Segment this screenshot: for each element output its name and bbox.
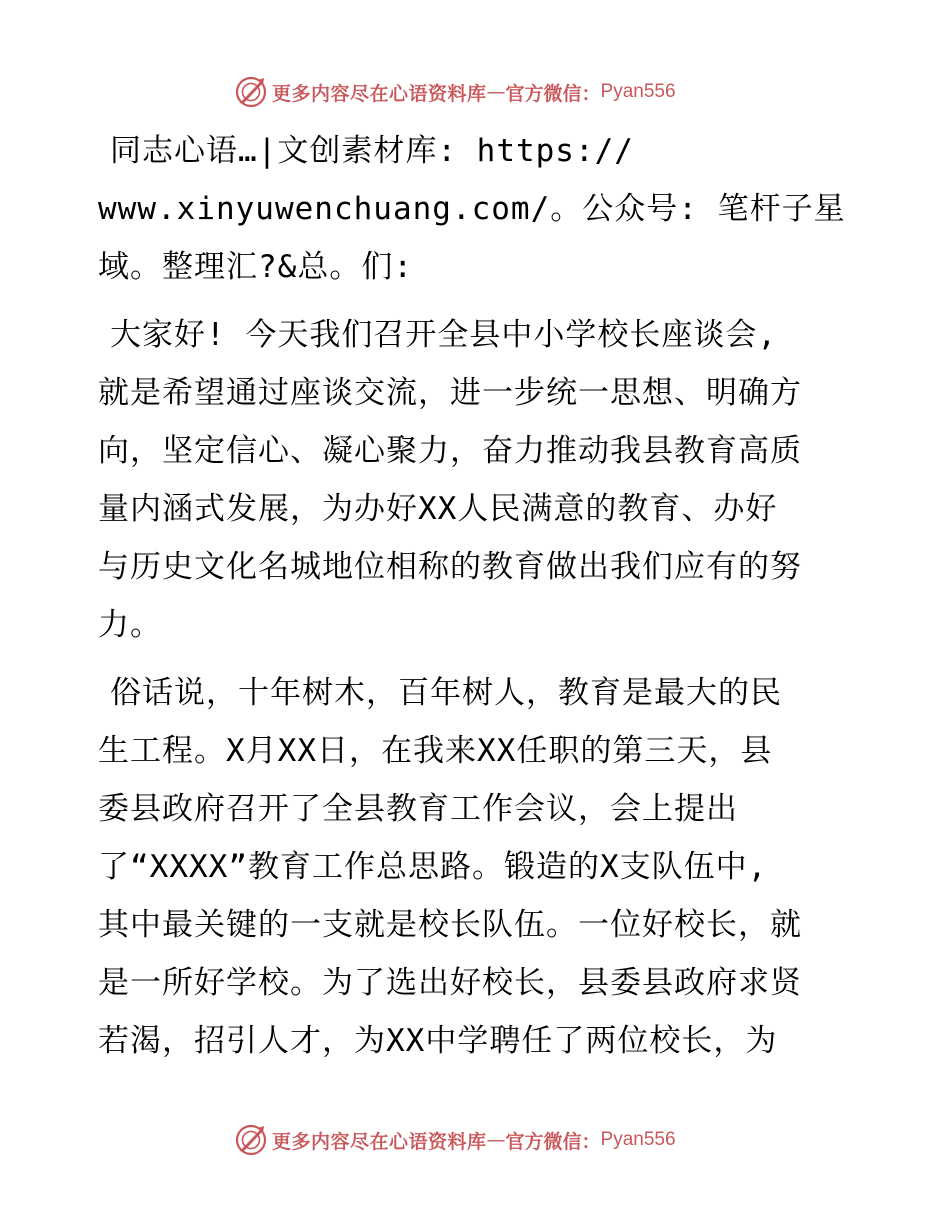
paragraph [98,306,858,654]
text-line: 俗话说，十年树木，百年树人，教育是最大的民 [110,675,782,711]
quill-seal-icon [234,75,268,109]
text-line: 其中最关键的一支就是校长队伍。一位好校长，就 [98,907,802,943]
banner-separator: — [486,81,506,103]
text-line: 与历史文化名城地位相称的教育做出我们应有的努 [98,549,802,585]
text-line: 量内涵式发展，为办好XX人民满意的教育、办好 [98,491,778,527]
text-line: 委县政府召开了全县教育工作会议，会上提出 [98,791,738,827]
banner-text: 更多内容尽在心语资料库 [272,1130,487,1153]
banner-content [234,1120,676,1160]
paragraph [98,122,858,296]
paragraph [98,664,858,1070]
header-banner [0,72,950,112]
banner-text: 更多内容尽在心语资料库 [272,82,487,105]
text-line: 是一所好学校。为了选出好校长，县委县政府求贤 [98,965,802,1001]
text-line: 大家好! 今天我们召开全县中小学校长座谈会, [110,317,777,353]
text-line: 力。 [98,607,162,643]
banner-wechat-id: Pyan556 [600,81,676,102]
text-line: 向，坚定信心、凝心聚力，奋力推动我县教育高质 [98,433,802,469]
document-body [98,122,858,1080]
banner-wechat-id: Pyan556 [600,1129,676,1150]
text-line: 生工程。X月XX日，在我来XX任职的第三天，县 [98,733,773,769]
text-line: 就是希望通过座谈交流，进一步统一思想、明确方 [98,375,802,411]
banner-separator: — [486,1129,506,1151]
text-line: www.xinyuwenchuang.com/。公众号: 笔杆子星 [98,191,846,227]
banner-wechat-label: 官方微信： [505,82,601,105]
quill-seal-icon [234,1123,268,1157]
text-line: 了“XXXX”教育工作总思路。锻造的X支队伍中, [98,849,768,885]
text-line: 域。整理汇?&总。们: [98,249,413,285]
text-line: 若渴，招引人才，为XX中学聘任了两位校长，为 [98,1023,778,1059]
banner-wechat-label: 官方微信： [505,1130,601,1153]
banner-content [234,72,676,112]
text-line: 同志心语…|文创素材库: https:// [110,133,634,169]
footer-banner [0,1120,950,1160]
